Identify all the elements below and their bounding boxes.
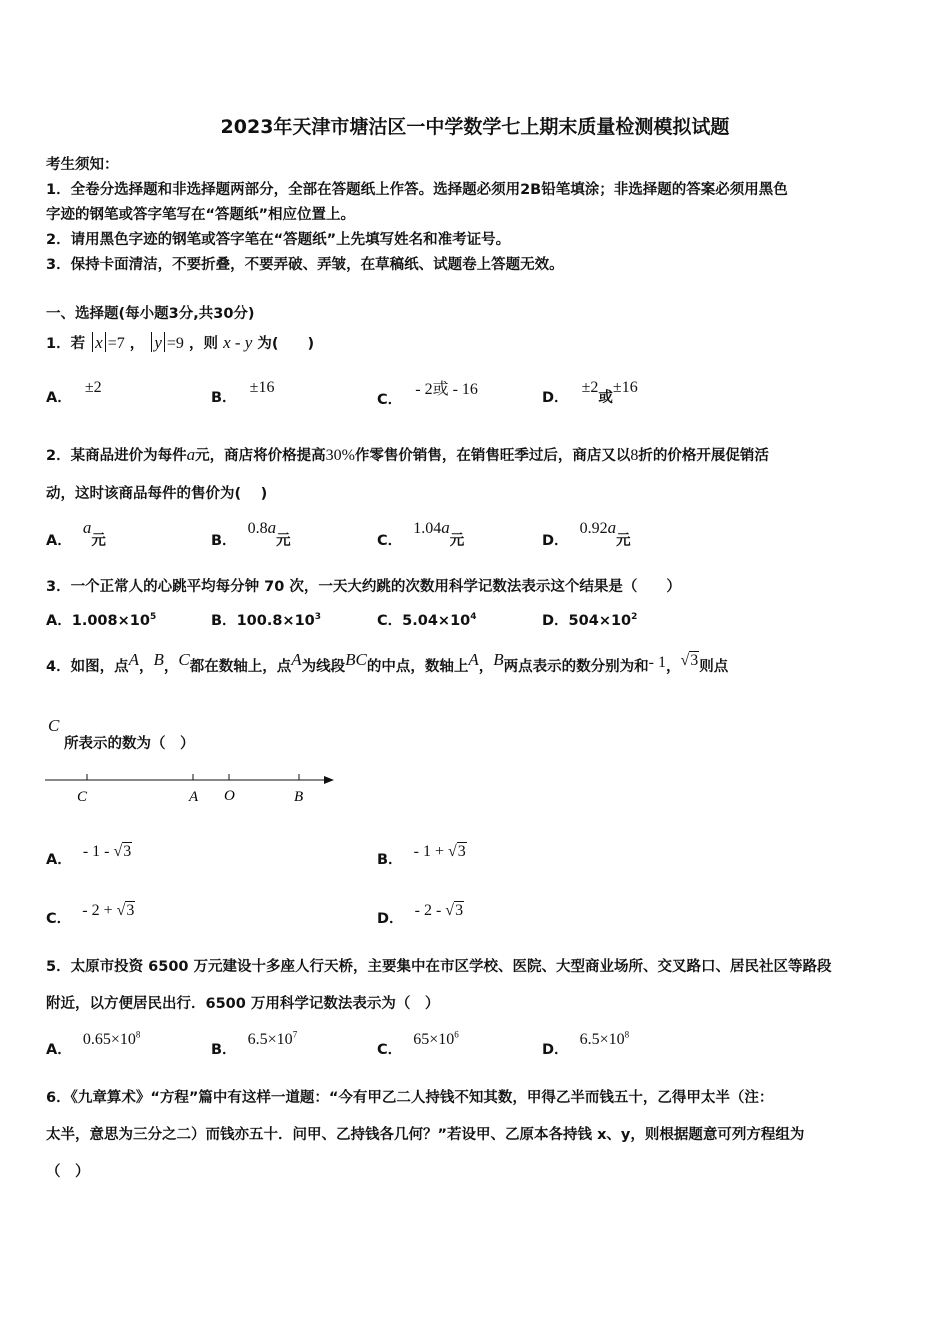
q4-t2: 都在数轴上，点 — [189, 659, 292, 675]
notice-item-2: 2．请用黑色字迹的钢笔或答字笔在“答题纸”上先填写姓名和准考证号。 — [46, 232, 511, 248]
q2-option-c-unit: 元 — [449, 533, 465, 549]
q3-option-a-label: A． — [46, 613, 72, 629]
q2-option-d-unit: 元 — [616, 533, 631, 549]
q1-option-a[interactable] — [46, 379, 102, 407]
q2-option-d-var: a — [607, 518, 617, 537]
q4-sep4: ， — [665, 659, 681, 675]
question-6-line-2: 太半，意思为三分之二）而钱亦五十．问甲、乙持钱各几何？”若设甲、乙原本各持钱 x、y，则根据题意可列方程组为 — [46, 1127, 805, 1143]
notice-item-1: 1．全卷分选择题和非选择题两部分，全部在答题纸上作答。选择题必须用2B铅笔填涂；非选择题的答案必须用黑色 — [46, 182, 788, 198]
axis-label-c: C — [77, 789, 88, 805]
q4-option-b-rad: 3 — [457, 843, 466, 860]
q2-eight: 8 — [630, 447, 639, 464]
q2-option-b-num: 0.8 — [247, 520, 268, 537]
q1-option-b[interactable] — [211, 379, 275, 407]
q4-option-b-label: B． — [377, 852, 403, 868]
q2-text-c: 作零售价销售，在销售旺季过后，商店又以 — [354, 448, 631, 464]
q1-option-a-label: A． — [46, 390, 72, 406]
axis-label-a: A — [189, 789, 199, 805]
q2-option-b-unit: 元 — [276, 533, 291, 549]
q1-eq2: =9 — [166, 335, 184, 352]
q4-option-d[interactable]: D． - 2 - √3 — [377, 902, 464, 927]
q4-a3: A — [468, 650, 479, 669]
q3-option-c-label: C． — [377, 613, 403, 629]
q2-var-a: a — [186, 445, 196, 464]
number-line-figure — [40, 768, 340, 808]
q5-option-d-exp: 8 — [624, 1029, 630, 1040]
q2-option-c[interactable] — [377, 518, 465, 550]
q5-option-c-exp: 6 — [454, 1029, 459, 1040]
axis-label-b: B — [294, 789, 304, 805]
q4-option-c[interactable]: C． - 2 + √3 — [46, 902, 135, 927]
q4-c-label-line-2: C — [48, 716, 60, 735]
number-line-arrow — [324, 776, 334, 784]
q2-option-d-label: D． — [542, 533, 569, 549]
q3-option-a-exp: 5 — [149, 612, 157, 623]
q4-sep3: ， — [478, 659, 494, 675]
q5-option-c-value: 65×10 — [413, 1031, 455, 1048]
q5-option-b-exp: 7 — [292, 1029, 298, 1040]
q4-neg1: - 1 — [648, 654, 666, 671]
q4-option-b[interactable]: B． - 1 + √3 — [377, 843, 466, 868]
q4-t1: 4．如图，点 — [46, 659, 129, 675]
q1-option-d-or: 或 — [598, 390, 613, 406]
question-6-line-1: 6．《九章算术》“方程”篇中有这样一道题：“今有甲乙二人持钱不知其数，甲得乙半而钱五十，乙得甲太半（注： — [46, 1090, 774, 1106]
q5-option-d-value: 6.5×10 — [579, 1031, 625, 1048]
q1-eq1: =7 — [107, 335, 125, 352]
q5-option-d[interactable] — [542, 1029, 630, 1059]
q4-option-c-label: C． — [46, 911, 72, 927]
axis-label-o: O — [224, 788, 235, 804]
q1-expr: x - y — [223, 333, 253, 352]
notice-item-3: 3．保持卡面清洁，不要折叠，不要弄破、弄皱，在草稿纸、试题卷上答题无效。 — [46, 257, 564, 273]
q4-option-a-pre: - 1 - — [82, 843, 114, 860]
q2-option-a-label: A． — [46, 533, 72, 549]
q5-option-a-label: A． — [46, 1042, 72, 1058]
q2-option-b-label: B． — [211, 533, 237, 549]
q1-option-c-label: C． — [377, 392, 403, 408]
q4-a2: A — [291, 650, 302, 669]
q3-option-c[interactable] — [377, 609, 477, 630]
q2-text-a: 2．某商品进价为每件 — [46, 448, 187, 464]
q2-option-b-var: a — [267, 518, 277, 537]
q4-b3: B — [493, 650, 504, 669]
q4-sep2: ， — [163, 659, 179, 675]
q2-option-a-value: a — [82, 518, 92, 537]
q1-option-c-value: - 2或 - 16 — [415, 381, 478, 398]
q4-t5: 两点表示的数分别为和 — [503, 659, 649, 675]
q5-option-c-label: C． — [377, 1042, 403, 1058]
q1-lead: 1．若 — [46, 336, 86, 352]
q1-option-d[interactable] — [542, 379, 638, 407]
q2-text-b: 元，商店将价格提高 — [195, 448, 326, 464]
question-4-line-2: 所表示的数为（ ） — [64, 736, 195, 752]
question-6-line-3: （ ） — [46, 1164, 90, 1180]
q2-option-b[interactable] — [211, 518, 291, 550]
question-5-line-2: 附近，以方便居民出行．6500 万用科学记数法表示为（ ） — [46, 996, 440, 1012]
question-2-line-1 — [46, 444, 769, 465]
question-4-line-1: 4．如图，点A，B，C都在数轴上，点A为线段BC的中点，数轴上A，B两点表示的数分别为和- 1，√3则点 — [46, 650, 729, 675]
q2-option-a-unit: 元 — [91, 533, 106, 549]
q4-t3: 为线段 — [301, 659, 346, 675]
q1-wei: 为( ) — [257, 336, 315, 352]
q2-option-a[interactable] — [46, 518, 106, 550]
q1-y: y — [154, 333, 162, 352]
q3-option-b-label: B． — [211, 613, 237, 629]
q5-option-a[interactable] — [46, 1029, 141, 1059]
q3-option-c-exp: 4 — [470, 612, 477, 623]
q2-option-c-num: 1.04 — [413, 520, 442, 537]
q1-option-d-label: D． — [542, 390, 569, 406]
q5-option-d-label: D． — [542, 1042, 569, 1058]
q5-option-b-label: B． — [211, 1042, 237, 1058]
q1-option-d-value1: ±2 — [581, 379, 599, 396]
q4-c: C — [178, 650, 190, 669]
question-1 — [46, 332, 314, 353]
q3-option-d-label: D． — [542, 613, 569, 629]
q5-option-a-exp: 8 — [135, 1029, 141, 1040]
q4-option-d-pre: - 2 - — [414, 902, 446, 919]
q4-option-b-pre: - 1 + — [413, 843, 449, 860]
q5-option-c[interactable] — [377, 1029, 459, 1059]
q3-option-d[interactable] — [542, 609, 637, 630]
question-3: 3．一个正常人的心跳平均每分钟 70 次，一天大约跳的次数用科学记数法表示这个结果是（ ） — [46, 579, 681, 595]
q1-option-a-value: ±2 — [84, 379, 102, 396]
q3-option-b-exp: 3 — [314, 612, 322, 623]
q4-option-c-rad: 3 — [126, 902, 135, 919]
q4-option-d-rad: 3 — [455, 902, 464, 919]
q1-option-b-label: B． — [211, 390, 237, 406]
q2-option-d-num: 0.92 — [579, 520, 608, 537]
q4-t4: 的中点，数轴上 — [366, 659, 469, 675]
q2-option-d[interactable] — [542, 518, 631, 550]
q3-option-c-value: 5.04×10 — [402, 613, 471, 629]
q3-option-b[interactable] — [211, 609, 321, 630]
q5-option-b-value: 6.5×10 — [247, 1031, 293, 1048]
q2-option-c-var: a — [441, 518, 450, 537]
q4-b: B — [153, 650, 164, 669]
page-title: 2023年天津市塘沽区一中学数学七上期末质量检测模拟试题 — [220, 116, 730, 138]
q1-x: x — [95, 333, 103, 352]
q2-text-d: 折的价格开展促销活 — [638, 448, 769, 464]
section-heading: 一、选择题(每小题3分,共30分) — [46, 306, 255, 322]
q2-percent: 30% — [325, 447, 355, 464]
q5-option-b[interactable] — [211, 1029, 298, 1059]
question-2-line-2: 动，这时该商品每件的售价为( ) — [46, 486, 268, 502]
notice-heading: 考生须知： — [46, 157, 119, 173]
q2-option-c-label: C． — [377, 533, 403, 549]
q1-comma: ， — [129, 336, 145, 352]
q4-sqrt3: 3 — [690, 652, 699, 669]
q1-option-b-value: ±16 — [249, 379, 275, 396]
q4-option-c-pre: - 2 + — [82, 902, 117, 919]
q4-option-d-label: D． — [377, 911, 404, 927]
q3-option-b-value: 100.8×10 — [236, 613, 315, 629]
q3-option-a[interactable] — [46, 609, 156, 630]
q4-sep1: ， — [138, 659, 154, 675]
q4-option-a-label: A． — [46, 852, 72, 868]
q4-t6: 则点 — [699, 659, 729, 675]
notice-item-1-cont: 字迹的钢笔或答字笔写在“答题纸”相应位置上。 — [46, 207, 356, 223]
q1-option-c[interactable] — [377, 381, 478, 409]
q5-option-a-value: 0.65×10 — [82, 1031, 136, 1048]
q4-option-a-rad: 3 — [123, 843, 132, 860]
q4-option-a[interactable]: A． - 1 - √3 — [46, 843, 132, 868]
q3-option-a-value: 1.008×10 — [71, 613, 150, 629]
q3-option-d-value: 504×10 — [568, 613, 632, 629]
q1-then: ，则 — [189, 336, 218, 352]
question-5-line-1: 5．太原市投资 6500 万元建设十多座人行天桥，主要集中在市区学校、医院、大型商业场所、交叉路口、居民社区等路段 — [46, 959, 832, 975]
q1-option-d-value2: ±16 — [612, 379, 638, 396]
q3-option-d-exp: 2 — [631, 612, 638, 623]
q4-a: A — [128, 650, 139, 669]
q4-bc: BC — [345, 650, 367, 669]
